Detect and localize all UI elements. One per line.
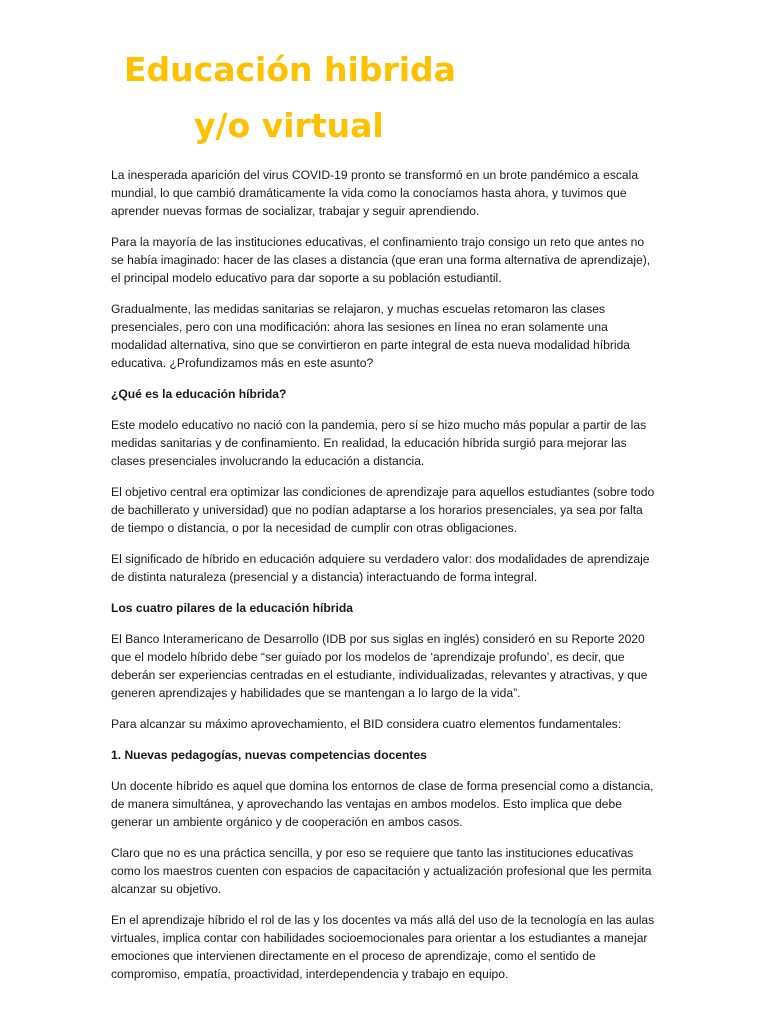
paragraph: Claro que no es una práctica sencilla, y por eso se requiere que tanto las instituciones educativas como los maestros cuenten con espacios de capacitación y actualización profesional que les permita alcanzar su objetivo. (111, 846, 652, 896)
paragraph: Para la mayoría de las instituciones educativas, el confinamiento trajo consigo un reto que antes no se había imaginado: hacer de las clases a distancia (que eran una forma alternativa de aprendizaje), el principal modelo educativo para dar soporte a su población estudiantil. (111, 235, 651, 285)
paragraph: Este modelo educativo no nació con la pandemia, pero sí se hizo mucho más popular a partir de las medidas sanitarias y de confinamiento. En realidad, la educación híbrida surgió para mejorar las clases presenciales involucrando la educación a distancia. (111, 418, 647, 468)
paragraph: La inesperada aparición del virus COVID-19 pronto se transformó en un brote pandémico a escala mundial, lo que cambió dramáticamente la vida como la conocíamos hasta ahora, y tuvimos que aprender nuevas formas de socializar, trabajar y seguir aprendiendo. (111, 168, 639, 218)
paragraph: El Banco Interamericano de Desarrollo (IDB por sus siglas en inglés) consideró en su Reporte 2020 que el modelo híbrido debe “ser guiado por los modelos de ‘aprendizaje profundo’, es decir, que deberán ser experiencias centradas en el estudiante, individualizadas, relevantes y atractivas, y que generen aprendizajes y habilidades que se mantengan a lo largo de la vida”. (111, 632, 648, 700)
section-heading: 1. Nuevas pedagogías, nuevas competencias docentes (111, 748, 427, 762)
paragraph: Un docente híbrido es aquel que domina los entornos de clase de forma presencial como a distancia, de manera simultánea, y aprovechando las ventajas en ambos modelos. Esto implica que debe generar un ambiente orgánico y de cooperación en ambos casos. (111, 779, 654, 829)
document-body (111, 166, 659, 996)
paragraph: El significado de híbrido en educación adquiere su verdadero valor: dos modalidades de aprendizaje de distinta naturaleza (presencial y a distancia) interactuando de forma integral. (111, 552, 650, 584)
paragraph: El objetivo central era optimizar las condiciones de aprendizaje para aquellos estudiantes (sobre todo de bachillerato y universidad) que no podían adaptarse a los horarios presenciales, ya sea por falta de tiempo o distancia, o por la necesidad de cumplir con otras obligaciones. (111, 485, 655, 535)
section-heading: Los cuatro pilares de la educación híbrida (111, 601, 353, 615)
paragraph: En el aprendizaje híbrido el rol de las y los docentes va más allá del uso de la tecnología en las aulas virtuales, implica contar con habilidades socioemocionales para orientar a los estudiantes a manejar emociones que intervienen directamente en el proceso de aprendizaje, como el sentido de compromiso, empatía, proactividad, interdependencia y trabajo en equipo. (111, 913, 655, 981)
paragraph: Gradualmente, las medidas sanitarias se relajaron, y muchas escuelas retomaron las clases presenciales, pero con una modificación: ahora las sesiones en línea no eran solamente una modalidad alternativa, sino que se convirtieron en parte integral de esta nueva modalidad híbrida educativa. ¿Profundizamos más en este asunto? (111, 302, 631, 370)
section-heading: ¿Qué es la educación híbrida? (111, 387, 287, 401)
paragraph: Para alcanzar su máximo aprovechamiento, el BID considera cuatro elementos fundamentales: (111, 717, 622, 731)
document-title-line-1: Educación hibrida (124, 50, 456, 89)
document-title-line-2: y/o virtual (194, 106, 384, 145)
